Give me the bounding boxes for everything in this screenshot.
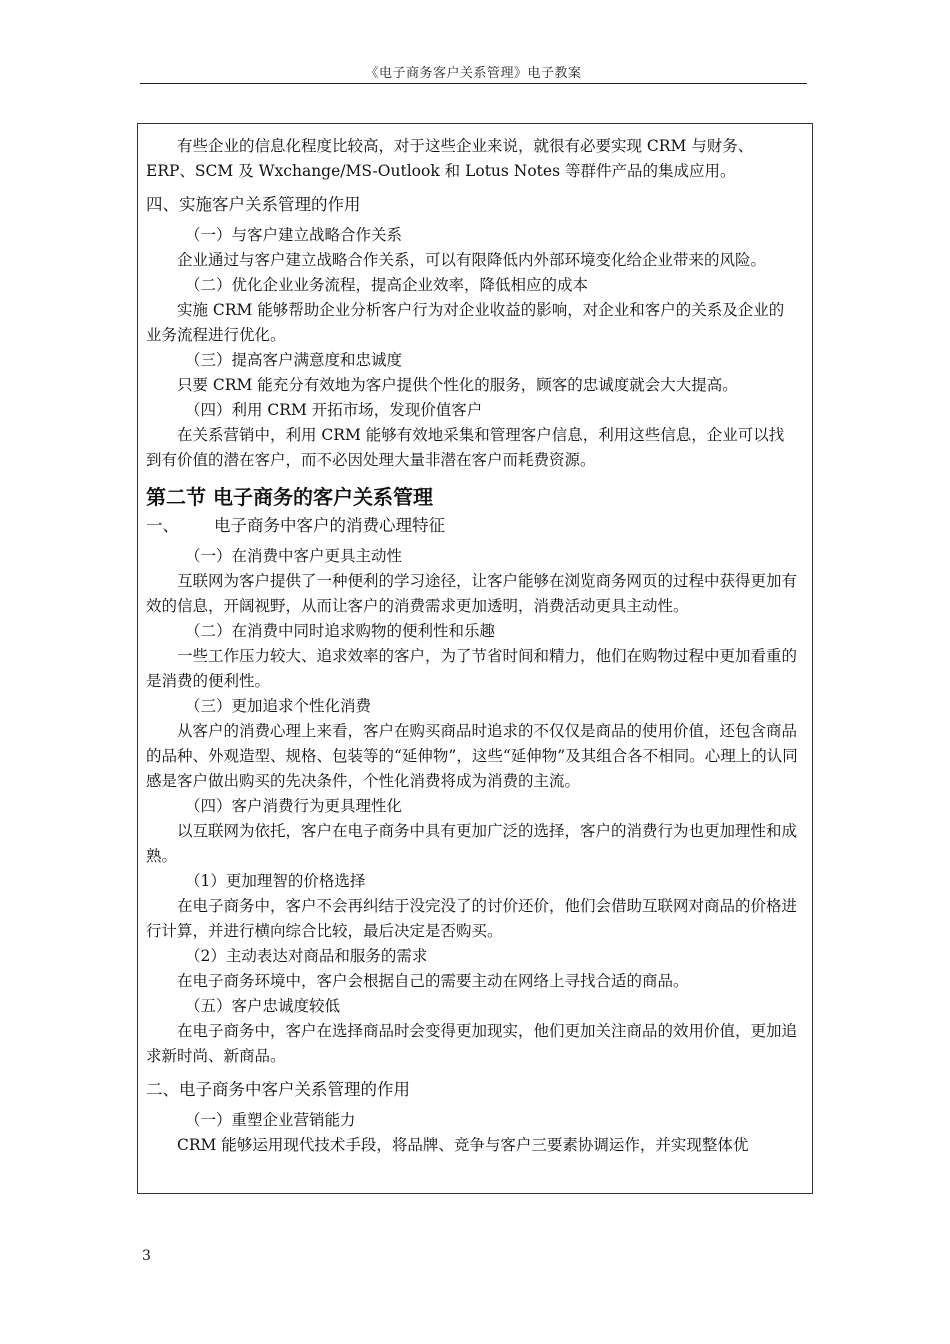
heading-section-a-number: 一、 (146, 516, 179, 535)
paragraph-b1: CRM 能够运用现代技术手段，将品牌、竞争与客户三要素协调运作，并实现整体优 (177, 1136, 749, 1154)
subheading-4-1: （一）与客户建立战略合作关系 (185, 226, 403, 244)
header-rule (140, 83, 807, 84)
subheading-a2: （二）在消费中同时追求购物的便利性和乐趣 (185, 622, 496, 640)
paragraph-a2: 一些工作压力较大、追求效率的客户，为了节省时间和精力，他们在购物过程中更加看重的是消费的便利性。 (146, 647, 798, 690)
heading-section-a (146, 513, 798, 538)
subheading-4-4: （四）利用 CRM 开拓市场，发现价值客户 (185, 401, 483, 419)
subheading-a4-1: （1）更加理智的价格选择 (185, 872, 366, 890)
subheading-b1: （一）重塑企业营销能力 (185, 1111, 356, 1129)
paragraph-a4-2: 在电子商务环境中，客户会根据自己的需要主动在网络上寻找合适的商品。 (177, 972, 689, 990)
subheading-4-2: （二）优化企业业务流程，提高企业效率，降低相应的成本 (185, 276, 589, 294)
paragraph-a4: 以互联网为依托，客户在电子商务中具有更加广泛的选择，客户的消费行为也更加理性和成熟。 (146, 822, 798, 865)
subheading-a4: （四）客户消费行为更具理性化 (185, 797, 403, 815)
heading-section-b: 二、电子商务中客户关系管理的作用 (146, 1080, 410, 1099)
paragraph-integration: 有些企业的信息化程度比较高，对于这些企业来说，就很有必要实现 CRM 与财务、ERP、SCM 及 Wxchange/MS-Outlook 和 Lotus Notes 等群件产品的集成应用。 (146, 137, 754, 180)
paragraph-a1: 互联网为客户提供了一种便利的学习途径，让客户能够在浏览商务网页的过程中获得更加有效的信息，开阔视野，从而让客户的消费需求更加透明，消费活动更具主动性。 (146, 572, 798, 615)
paragraph-a5: 在电子商务中，客户在选择商品时会变得更加现实，他们更加关注商品的效用价值，更加追求新时尚、新商品。 (146, 1022, 798, 1065)
subheading-a1: （一）在消费中客户更具主动性 (185, 547, 403, 565)
paragraph-4-1: 企业通过与客户建立战略合作关系，可以有限降低内外部环境变化给企业带来的风险。 (177, 251, 767, 269)
subheading-a5: （五）客户忠诚度较低 (185, 997, 341, 1015)
paragraph-4-2: 实施 CRM 能够帮助企业分析客户行为对企业收益的影响，对企业和客户的关系及企业的业务流程进行优化。 (146, 301, 785, 344)
heading-section-4: 四、实施客户关系管理的作用 (146, 195, 361, 214)
subheading-4-3: （三）提高客户满意度和忠诚度 (185, 351, 403, 369)
paragraph-4-3: 只要 CRM 能充分有效地为客户提供个性化的服务，顾客的忠诚度就会大大提高。 (177, 376, 738, 394)
subheading-a3: （三）更加追求个性化消费 (185, 697, 372, 715)
subheading-a4-2: （2）主动表达对商品和服务的需求 (185, 947, 428, 965)
paragraph-a4-1: 在电子商务中，客户不会再纠结于没完没了的讨价还价，他们会借助互联网对商品的价格进行计算，并进行横向综合比较，最后决定是否购买。 (146, 897, 798, 940)
content-box (137, 123, 813, 1194)
chapter-title: 第二节 电子商务的客户关系管理 (146, 485, 433, 509)
paragraph-4-4: 在关系营销中，利用 CRM 能够有效地采集和管理客户信息，利用这些信息，企业可以找到有价值的潜在客户，而不必因处理大量非潜在客户而耗费资源。 (146, 426, 785, 469)
paragraph-a3: 从客户的消费心理上来看，客户在购买商品时追求的不仅仅是商品的使用价值，还包含商品的品种、外观造型、规格、包装等的“延伸物”，这些“延伸物”及其组合各不相同。心理上的认同感是客户做出购买的先决条件，个性化消费将成为消费的主流。 (146, 722, 798, 790)
heading-section-a-text: 电子商务中客户的消费心理特征 (214, 516, 445, 535)
page-header: 《电子商务客户关系管理》电子教案 (365, 66, 582, 81)
page-number: 3 (142, 1248, 151, 1264)
